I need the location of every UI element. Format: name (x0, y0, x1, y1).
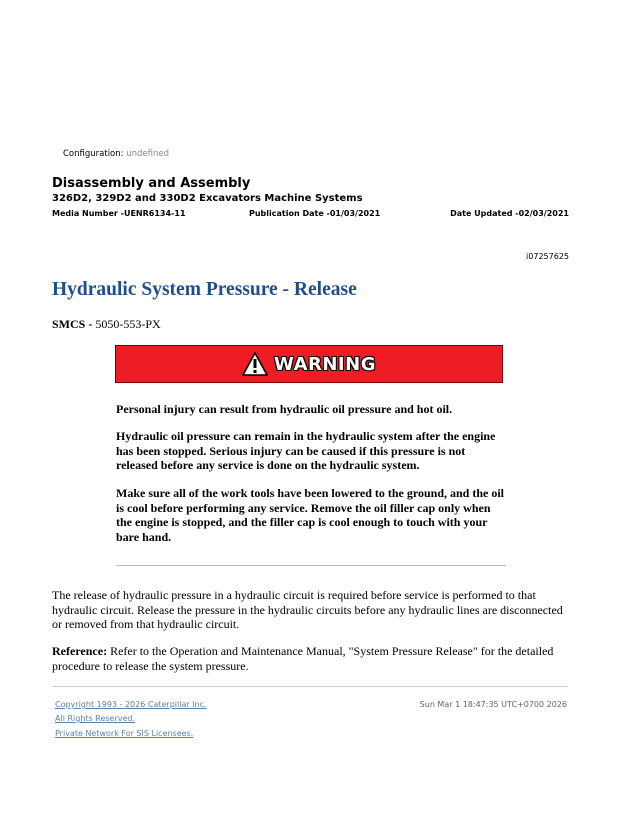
private-network-link[interactable]: Private Network For SIS Licensees. (55, 729, 194, 738)
warning-divider (116, 565, 506, 566)
smcs-line (52, 317, 161, 332)
date-updated: Date Updated -02/03/2021 (450, 209, 569, 218)
smcs-code: 5050-553-PX (95, 317, 161, 331)
media-number: Media Number -UENR6134-11 (52, 209, 186, 218)
warning-paragraph: Make sure all of the work tools have been lowered to the ground, and the oil is cool before performing any service. Remove the oil filler cap only when the engine is stopped, and the filler cap is cool enough to touch with your bare hand. (116, 486, 505, 545)
configuration-value: undefined (126, 149, 169, 159)
document-title: Disassembly and Assembly (52, 176, 251, 191)
warning-label: WARNING (274, 353, 376, 375)
rights-link[interactable]: All Rights Reserved. (55, 714, 136, 723)
warning-banner (115, 345, 503, 383)
publication-date: Publication Date -01/03/2021 (249, 209, 381, 218)
warning-triangle-icon (242, 352, 268, 376)
configuration-label: Configuration: (63, 149, 124, 159)
warning-paragraph: Personal injury can result from hydraulic oil pressure and hot oil. (116, 402, 453, 416)
configuration-line (63, 149, 169, 159)
copyright-link[interactable]: Copyright 1993 - 2026 Caterpillar Inc. (55, 700, 207, 709)
body-paragraph: The release of hydraulic pressure in a hydraulic circuit is required before service is performed to that hydraulic circuit. Release the pressure in the hydraulic circuits before any hydraulic lines are disconnected or removed from that hydraulic circuit. (52, 588, 563, 632)
document-subtitle: 326D2, 329D2 and 330D2 Excavators Machine Systems (52, 193, 363, 204)
footer-timestamp: Sun Mar 1 18:47:35 UTC+0700 2026 (419, 700, 567, 709)
warning-paragraph: Hydraulic oil pressure can remain in the hydraulic system after the engine has been stopped. Serious injury can be caused if this pressure is not released before any service is done on the hydraulic system. (116, 429, 496, 473)
reference-label: Reference: (52, 644, 108, 658)
page-title: Hydraulic System Pressure - Release (52, 279, 357, 300)
smcs-label: SMCS - (52, 317, 93, 331)
document-id: i07257625 (526, 252, 569, 261)
footer-divider (52, 686, 568, 687)
reference-text: Refer to the Operation and Maintenance Manual, "System Pressure Release" for the detailed procedure to release the system pressure. (52, 644, 554, 673)
reference-paragraph (52, 644, 572, 673)
